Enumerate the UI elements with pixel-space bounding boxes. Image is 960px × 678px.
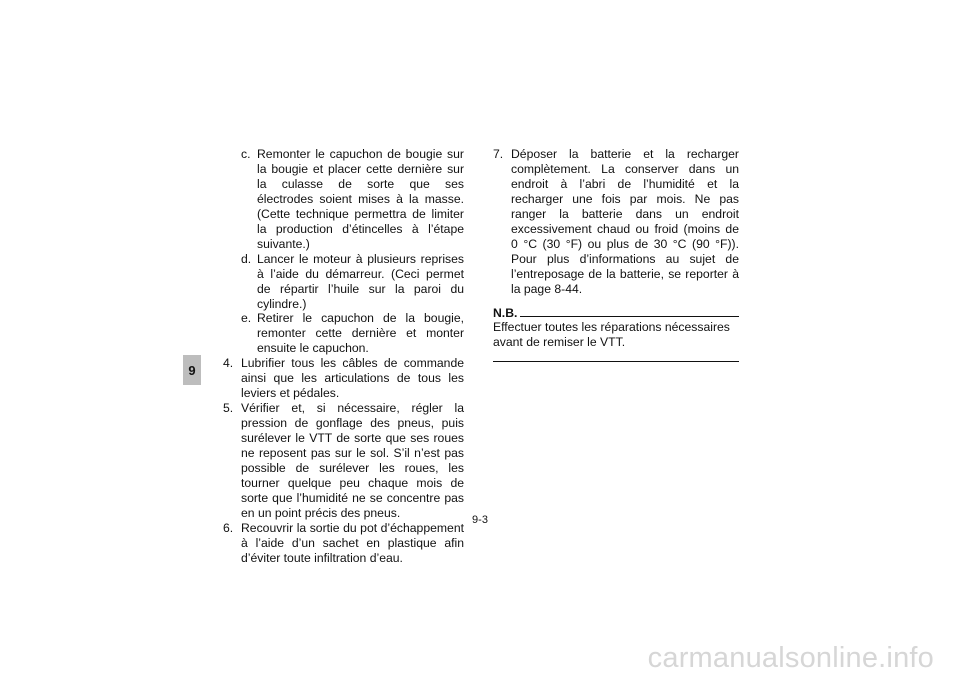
list-item <box>223 311 464 356</box>
list-item-text: Retirer le capuchon de la bougie, remonter cette dernière et monter ensuite le capuchon. <box>257 311 464 356</box>
list-marker: d. <box>241 251 252 266</box>
list-item-text: Vérifier et, si nécessaire, régler la pression de gonflage des pneus, puis surélever le VTT de sorte que ses roues ne reposent pas sur le sol. S’il n’est pas possible de surélever les roues, les tourner quelque peu chaque mois de sorte que l’humidité ne se concentre pas en un point précis des pneus. <box>241 401 464 520</box>
list-item-text: Remonter le capuchon de bougie sur la bougie et placer cette dernière sur la culasse de sorte que ses électrodes soient mises à la masse. (Cette technique permettra de limiter la production d’étincelles à l’étape suivante.) <box>257 147 464 251</box>
list-marker: 5. <box>223 401 234 416</box>
watermark: carmanualsonline.info <box>647 642 934 674</box>
note-rule <box>520 316 739 317</box>
list-item-text: Déposer la batterie et la recharger complètement. La conserver dans un endroit à l’abri de l’humidité et la recharger une fois par mois. Ne pas ranger la batterie dans un endroit excessivement chaud ou froid (moins de 0 °C (30 °F) ou plus de 30 °C (90 °F)). Pour plus d’informations au sujet de l’entreposage de la batterie, se reporter à la page 8-44. <box>511 147 739 296</box>
list-item <box>493 147 739 297</box>
list-item-text: Recouvrir la sortie du pot d’échappement à l’aide d’un sachet en plastique afin d’éviter toute infiltration d’eau. <box>241 520 464 565</box>
list-item <box>223 147 464 252</box>
page-number: 9-3 <box>472 514 488 526</box>
note-text: Effectuer toutes les réparations nécessaires avant de remiser le VTT. <box>493 320 730 350</box>
list-item <box>223 521 464 566</box>
list-item-text: Lubrifier tous les câbles de commande ainsi que les articulations de tous les leviers et pédales. <box>241 356 464 401</box>
list-item <box>223 356 464 401</box>
chapter-tab: 9 <box>183 355 201 385</box>
left-column <box>223 147 464 566</box>
list-marker: 6. <box>223 520 234 535</box>
note-header <box>493 306 739 321</box>
list-item <box>223 401 464 521</box>
note-label: N.B. <box>493 305 518 320</box>
list-marker: 4. <box>223 356 234 371</box>
list-marker: e. <box>241 311 252 326</box>
list-marker: c. <box>241 147 251 161</box>
note-block <box>493 306 739 363</box>
list-item <box>223 252 464 312</box>
list-marker: 7. <box>493 147 504 161</box>
list-item-text: Lancer le moteur à plusieurs reprises à l’aide du démarreur. (Ceci permet de répartir l’huile sur la paroi du cylindre.) <box>257 251 464 311</box>
note-end-rule <box>493 361 739 362</box>
right-column <box>493 147 739 362</box>
